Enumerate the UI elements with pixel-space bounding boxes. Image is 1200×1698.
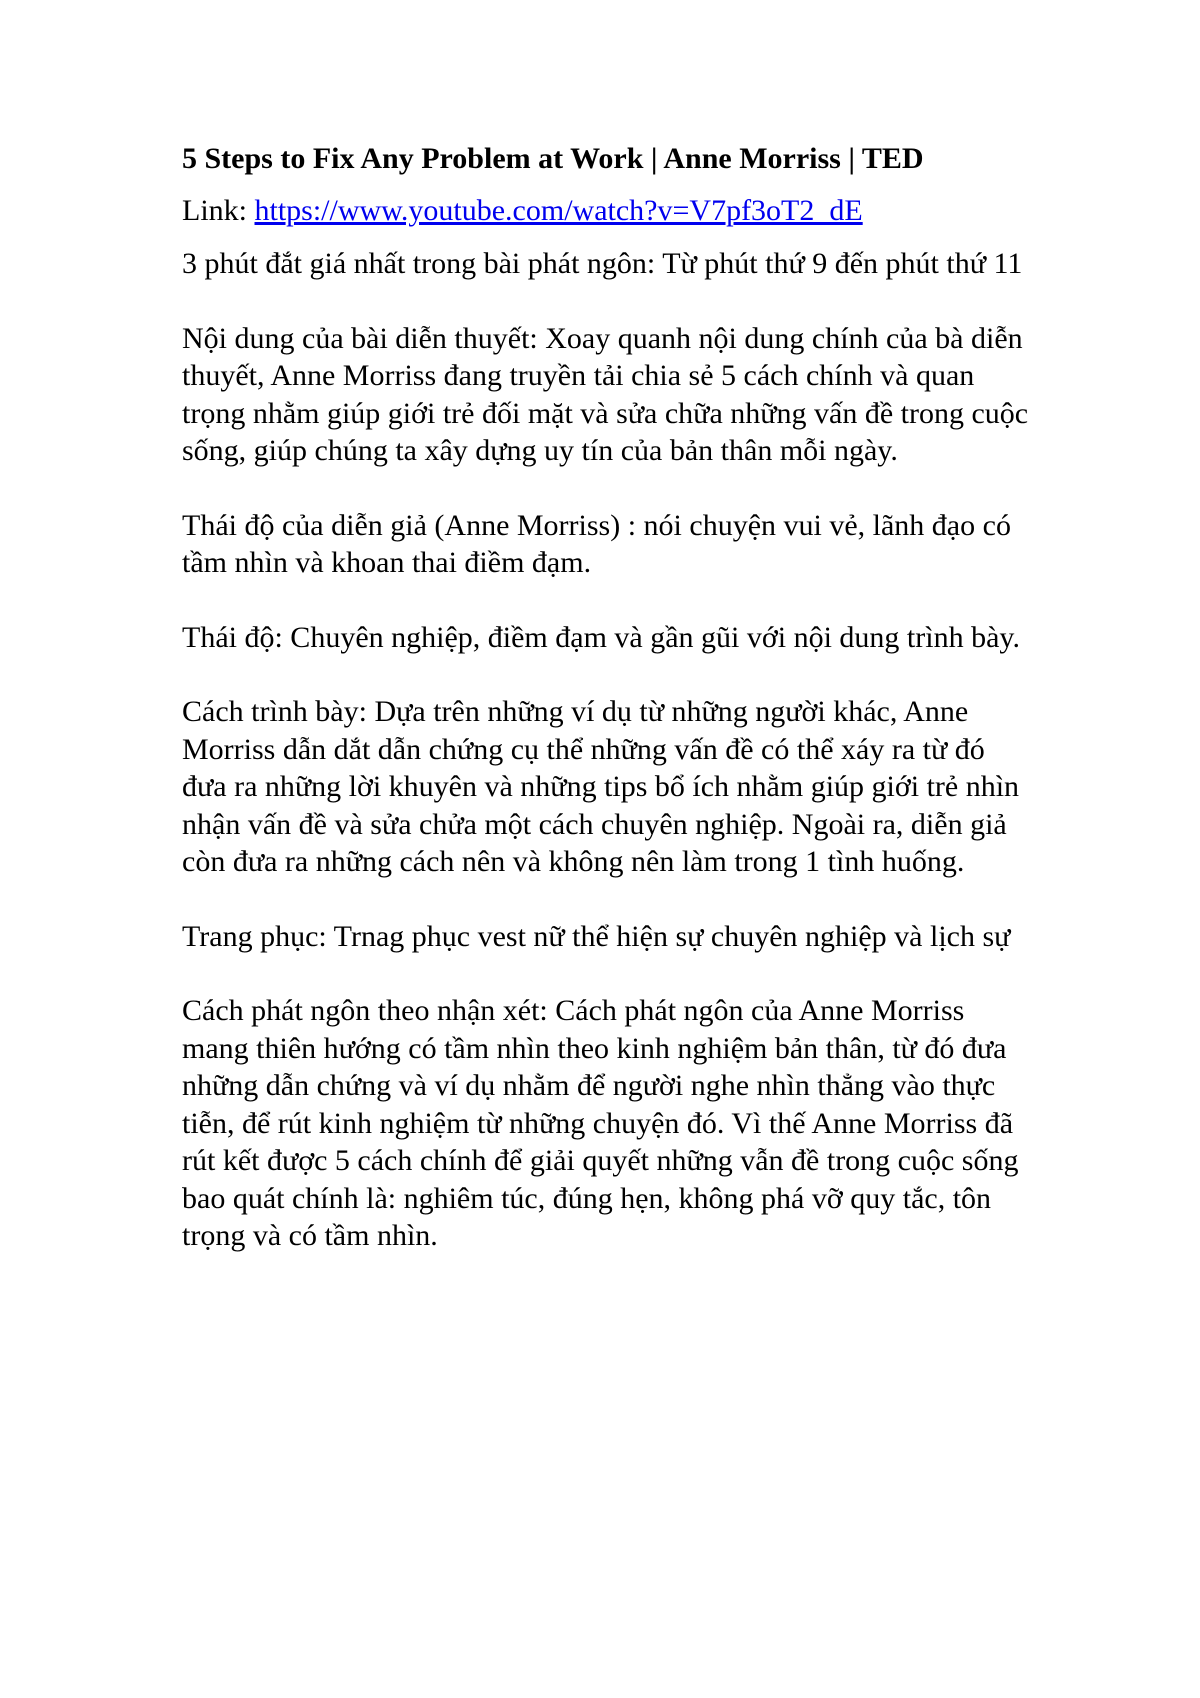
link-label: Link: [182, 193, 255, 227]
paragraph-speech-style: Cách phát ngôn theo nhận xét: Cách phát ngôn của Anne Morriss mang thiên hướng có tầm nhìn theo kinh nghiệm bản thân, từ đó đưa những dẫn chứng và ví dụ nhằm để người nghe nhìn thẳng vào thực tiễn, để rút kinh nghiệm từ những chuyện đó. Vì thế Anne Morriss đã rút kết được 5 cách chính để giải quyết những vẫn đề trong cuộc sống bao quát chính là: nghiêm túc, đúng hẹn, không phá vỡ quy tắc, tôn trọng và có tầm nhìn. [182, 994, 1019, 1252]
paragraph-presentation: Cách trình bày: Dựa trên những ví dụ từ những người khác, Anne Morriss dẫn dắt dẫn chứng cụ thể những vấn đề có thể xáy ra từ đó đưa ra những lời khuyên và những tips bổ ích nhằm giúp giới trẻ nhìn nhận vấn đề và sửa chửa một cách chuyên nghiệp. Ngoài ra, diễn giả còn đưa ra những cách nên và không nên làm trong 1 tình huống. [182, 695, 1020, 878]
document-body [182, 140, 1032, 1292]
link-line [182, 192, 1032, 230]
youtube-link[interactable]: https://www.youtube.com/watch?v=V7pf3oT2_dE [254, 193, 863, 227]
paragraph-speaker-attitude: Thái độ của diễn giả (Anne Morriss) : nói chuyện vui vẻ, lãnh đạo có tầm nhìn và khoan thai điềm đạm. [182, 508, 1011, 579]
paragraph-highlight-time: 3 phút đắt giá nhất trong bài phát ngôn: Từ phút thứ 9 đến phút thứ 11 [182, 247, 1023, 280]
document-title: 5 Steps to Fix Any Problem at Work | Anne Morriss | TED [182, 142, 924, 175]
paragraph-attitude: Thái độ: Chuyên nghiệp, điềm đạm và gần gũi với nội dung trình bày. [182, 620, 1020, 654]
paragraph-outfit: Trang phục: Trnag phục vest nữ thể hiện sự chuyên nghiệp và lịch sự [182, 919, 1011, 953]
paragraph-content: Nội dung của bài diễn thuyết: Xoay quanh nội dung chính của bà diễn thuyết, Anne Morriss đang truyền tải chia sẻ 5 cách chính và quan trọng nhằm giúp giới trẻ đối mặt và sửa chữa những vấn đề trong cuộc sống, giúp chúng ta xây dựng uy tín của bản thân mỗi ngày. [182, 321, 1029, 467]
